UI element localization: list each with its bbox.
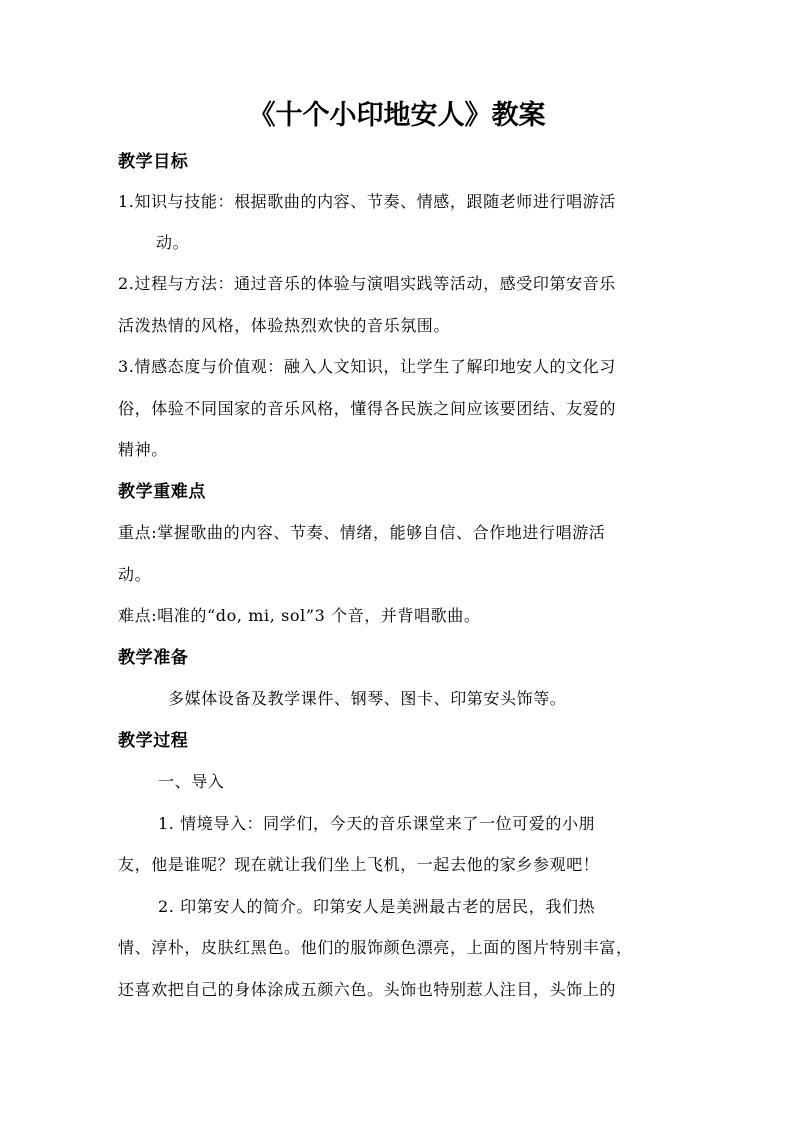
key-point-cont: 动。 (118, 565, 152, 584)
objective-1: 1.知识与技能：根据歌曲的内容、节奏、情感，跟随老师进行唱游活 (118, 192, 616, 211)
heading-process: 教学过程 (118, 731, 189, 751)
step-1: 1. 情境导入：同学们，今天的音乐课堂来了一位可爱的小朋 (158, 814, 596, 833)
document-title: 《十个小印地安人》教案 (248, 100, 546, 131)
objective-3-cont2: 精神。 (118, 440, 168, 459)
step-2: 2. 印第安人的简介。印第安人是美洲最古老的居民，我们热 (158, 897, 596, 916)
objective-2: 2.过程与方法：通过音乐的体验与演唱实践等活动，感受印第安音乐 (118, 274, 616, 293)
step-2-cont2: 还喜欢把自己的身体涂成五颜六色。头饰也特别惹人注目，头饰上的 (118, 980, 617, 999)
heading-preparation: 教学准备 (118, 648, 189, 668)
key-point: 重点:掌握歌曲的内容、节奏、情绪，能够自信、合作地进行唱游活 (118, 523, 606, 542)
objective-1-cont: 动。 (156, 233, 190, 252)
objective-3: 3.情感态度与价值观：融入人文知识，让学生了解印地安人的文化习 (118, 357, 616, 376)
objective-2-cont: 活泼热情的风格，体验热烈欢快的音乐氛围。 (118, 316, 451, 335)
section-intro: 一、导入 (158, 772, 225, 791)
step-2-cont: 情、淳朴，皮肤红黑色。他们的服饰颜色漂亮，上面的图片特别丰富， (118, 938, 633, 957)
preparation: 多媒体设备及教学课件、钢琴、图卡、印第安头饰等。 (168, 689, 567, 708)
heading-objectives: 教学目标 (118, 152, 189, 172)
difficult-point: 难点:唱准的“do, mi, sol”3 个音，并背唱歌曲。 (118, 606, 481, 625)
objective-3-cont: 俗，体验不同国家的音乐风格，懂得各民族之间应该要团结、友爱的 (118, 399, 617, 418)
heading-key-points: 教学重难点 (118, 482, 206, 502)
step-1-cont: 友，他是谁呢？现在就让我们坐上飞机，一起去他的家乡参观吧！ (118, 855, 600, 874)
